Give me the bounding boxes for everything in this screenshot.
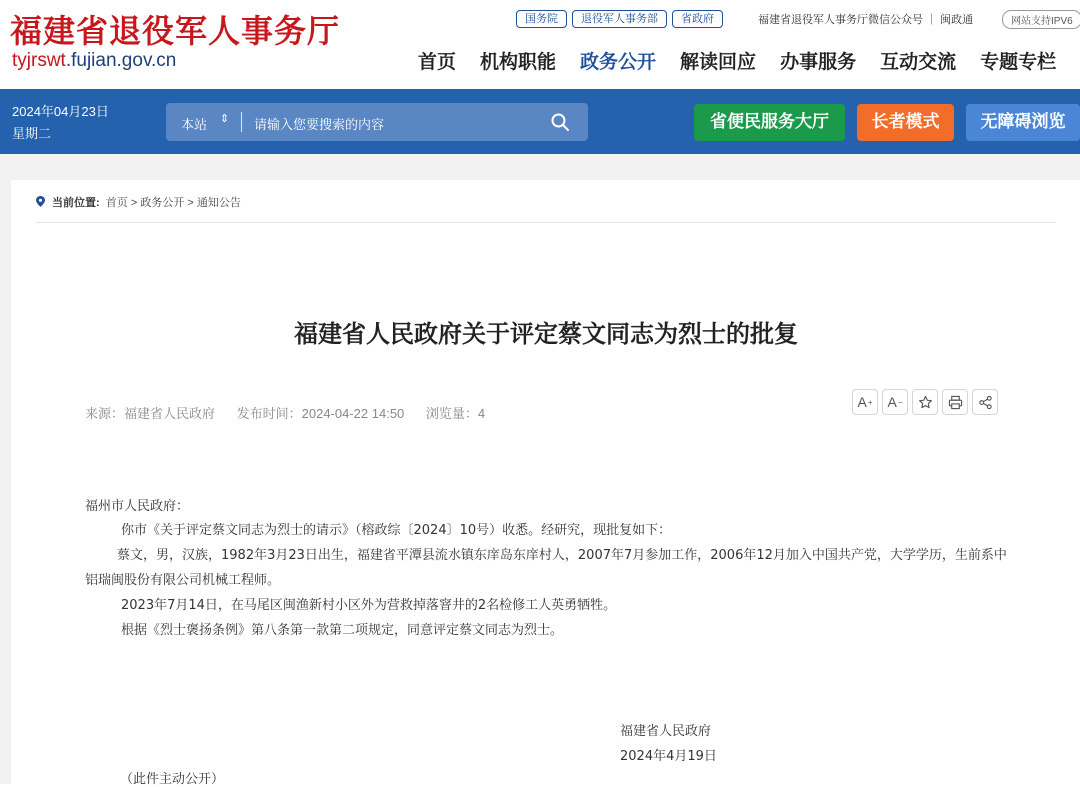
breadcrumb-path[interactable]: 首页 > 政务公开 > 通知公告 bbox=[105, 197, 241, 209]
search-divider bbox=[241, 112, 242, 132]
article-paragraph-4: 根据《烈士褒扬条例》第八条第一款第二项规定，同意评定蔡文同志为烈士。 bbox=[121, 623, 564, 638]
favorite-button[interactable] bbox=[912, 389, 938, 415]
article-paragraph-2: 蔡文，男，汉族，1982年3月23日出生，福建省平潭县流水镇东庠岛东庠村人，2007年7月参加工作，2006年12月加入中国共产党，大学学历，生前系中铝瑞闽股份有限公司机械工程师。 bbox=[85, 548, 1007, 588]
service-hall-button[interactable]: 省便民服务大厅 bbox=[694, 104, 845, 141]
breadcrumb-label: 当前位置: bbox=[52, 197, 100, 209]
article-date: 发布时间：2024-04-22 14:50 bbox=[236, 406, 405, 421]
site-logo-title[interactable]: 福建省退役军人事务厅 bbox=[10, 12, 341, 50]
article-card bbox=[11, 180, 1080, 784]
article-signer: 福建省人民政府 bbox=[620, 724, 712, 739]
link-state-council[interactable]: 国务院 bbox=[516, 10, 567, 28]
share-icon bbox=[978, 395, 993, 410]
date-display bbox=[12, 101, 109, 145]
nav-gov-affairs[interactable]: 政务公开 bbox=[580, 51, 657, 73]
article-meta bbox=[85, 403, 503, 422]
print-icon bbox=[948, 395, 963, 410]
article-salutation: 福州市人民政府： bbox=[85, 499, 190, 514]
nav-interaction[interactable]: 互动交流 bbox=[880, 51, 957, 73]
nav-home[interactable]: 首页 bbox=[418, 51, 457, 73]
font-increase-button[interactable]: A + bbox=[852, 389, 878, 415]
article-title: 福建省人民政府关于评定蔡文同志为烈士的批复 bbox=[294, 320, 798, 348]
logo-url-suffix: .fujian.gov.cn bbox=[65, 50, 177, 71]
article-sign-date: 2024年4月19日 bbox=[620, 749, 717, 764]
main-nav bbox=[418, 47, 1080, 74]
breadcrumb bbox=[36, 194, 241, 210]
print-button[interactable] bbox=[942, 389, 968, 415]
font-decrease-button[interactable]: A − bbox=[882, 389, 908, 415]
article-views: 浏览量：4 bbox=[425, 406, 486, 421]
article-paragraph-1: 你市《关于评定蔡文同志为烈士的请示》（榕政综〔2024〕10号）收悉。经研究，现批复如下： bbox=[121, 523, 672, 538]
breadcrumb-divider bbox=[36, 222, 1056, 223]
nav-topics[interactable]: 专题专栏 bbox=[980, 51, 1057, 73]
article-source: 来源：福建省人民政府 bbox=[85, 406, 216, 421]
logo-url-prefix: tyjrswt bbox=[12, 50, 66, 71]
top-links bbox=[516, 10, 723, 28]
site-header bbox=[0, 0, 1080, 89]
site-logo-url bbox=[12, 50, 176, 72]
search-icon[interactable] bbox=[550, 112, 570, 132]
weekday-text: 星期二 bbox=[12, 126, 52, 141]
article-footnote: （此件主动公开） bbox=[120, 772, 225, 787]
updown-arrow-icon[interactable]: ⇕ bbox=[220, 112, 230, 125]
accessibility-button[interactable]: 无障碍浏览 bbox=[966, 104, 1080, 141]
article-tools bbox=[852, 389, 998, 415]
link-veterans-ministry[interactable]: 退役军人事务部 bbox=[572, 10, 667, 28]
star-icon bbox=[918, 395, 933, 410]
article-paragraph-3: 2023年7月14日，在马尾区闽渔新村小区外为营救掉落窨井的2名检修工人英勇牺牲。 bbox=[121, 598, 617, 613]
search-box bbox=[166, 103, 588, 141]
search-scope-select[interactable]: 本站 bbox=[181, 118, 208, 133]
date-text: 2024年04月23日 bbox=[12, 104, 109, 119]
nav-interpretation[interactable]: 解读回应 bbox=[680, 51, 757, 73]
link-provincial-gov[interactable]: 省政府 bbox=[672, 10, 723, 28]
nav-functions[interactable]: 机构职能 bbox=[480, 51, 557, 73]
location-pin-icon bbox=[36, 196, 45, 207]
ipv6-badge: 网站支持IPV6 bbox=[1002, 10, 1080, 29]
wechat-link[interactable]: 福建省退役军人事务厅微信公众号 ｜ 闽政通 bbox=[758, 14, 974, 26]
share-button[interactable] bbox=[972, 389, 998, 415]
elder-mode-button[interactable]: 长者模式 bbox=[857, 104, 954, 141]
nav-services[interactable]: 办事服务 bbox=[780, 51, 857, 73]
search-input[interactable]: 请输入您要搜索的内容 bbox=[254, 118, 385, 133]
